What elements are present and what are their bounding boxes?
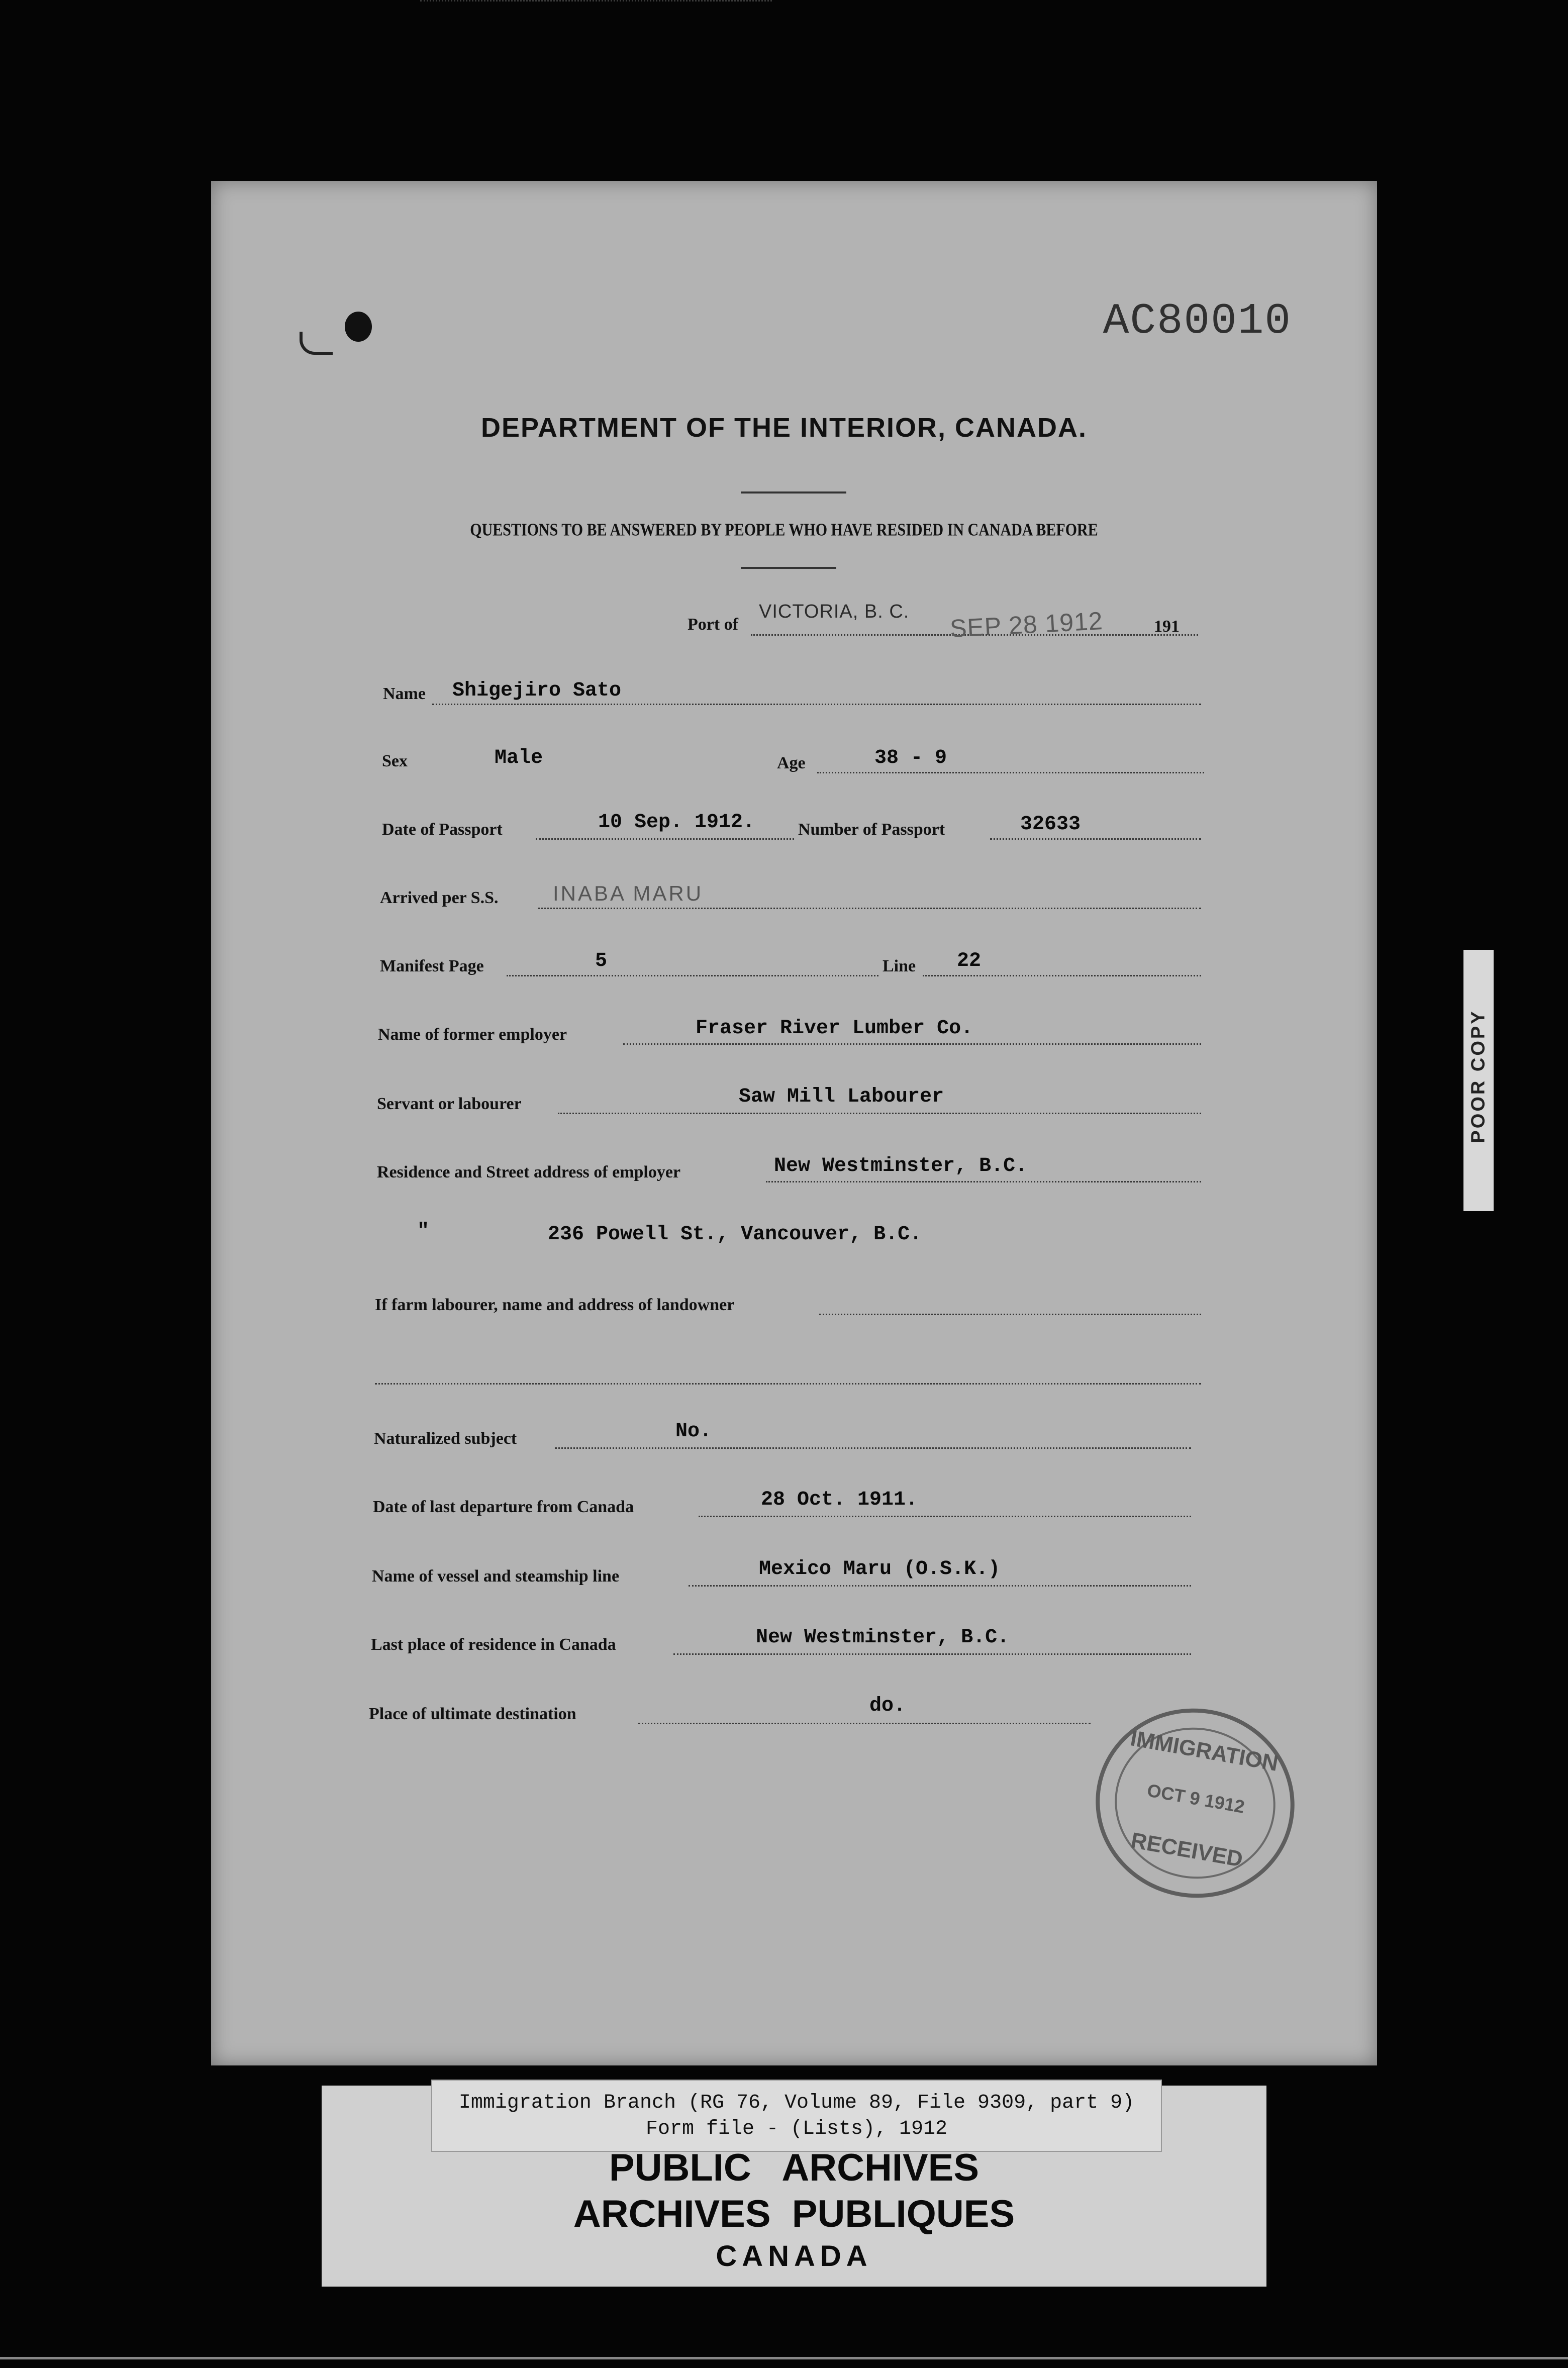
former-employer-line <box>623 1043 1201 1045</box>
archives-line-1: PUBLIC ARCHIVES <box>609 2146 979 2189</box>
last-departure-value: 28 Oct. 1911. <box>761 1489 918 1511</box>
seal-top-text: IMMIGRATION <box>1128 1726 1281 1777</box>
last-residence-label: Last place of residence in Canada <box>371 1635 616 1654</box>
servant-value: Saw Mill Labourer <box>739 1086 944 1108</box>
port-label: Port of <box>688 615 739 634</box>
sex-line <box>420 0 772 2</box>
servant-label: Servant or labourer <box>377 1095 522 1113</box>
former-employer-label: Name of former employer <box>378 1025 567 1044</box>
arrived-value: INABA MARU <box>553 881 704 905</box>
reference-line-1: Immigration Branch (RG 76, Volume 89, File 9309, part 9) <box>458 2092 1135 2114</box>
punch-hole <box>345 312 372 342</box>
ditto-mark: " <box>417 1220 430 1243</box>
line-value: 22 <box>957 950 982 972</box>
passport-number-value: 32633 <box>1020 813 1081 836</box>
former-employer-value: Fraser River Lumber Co. <box>696 1017 973 1040</box>
farm-labourer-line <box>819 1314 1201 1315</box>
name-line <box>432 704 1201 705</box>
archives-line-3: CANADA <box>716 2240 872 2273</box>
servant-line <box>558 1113 1201 1114</box>
reference-number: AC80010 <box>1103 297 1292 346</box>
line-label: Line <box>883 957 916 975</box>
naturalized-value: No. <box>675 1420 712 1443</box>
employer-address-line <box>766 1181 1201 1182</box>
manifest-page-line <box>507 975 878 976</box>
last-departure-line <box>699 1516 1191 1517</box>
pencil-mark <box>300 332 333 355</box>
passport-date-label: Date of Passport <box>382 820 503 839</box>
vessel-line <box>689 1585 1191 1587</box>
year-suffix: 191 <box>1154 617 1180 636</box>
last-residence-value: New Westminster, B.C. <box>756 1626 1010 1649</box>
port-stamp: VICTORIA, B. C. <box>759 601 910 622</box>
divider-top <box>741 491 846 494</box>
manifest-page-label: Manifest Page <box>380 957 484 975</box>
destination-value: do. <box>869 1695 906 1717</box>
poor-copy-label: POOR COPY <box>1467 1009 1489 1143</box>
naturalized-line <box>555 1447 1191 1449</box>
manifest-page-value: 5 <box>595 950 608 972</box>
employer-address-value: New Westminster, B.C. <box>774 1155 1028 1177</box>
poor-copy-tag <box>1463 950 1494 1211</box>
passport-number-label: Number of Passport <box>798 820 945 839</box>
employer-address-label: Residence and Street address of employer <box>377 1163 681 1181</box>
divider-bottom <box>741 567 836 569</box>
age-value: 38 - 9 <box>874 747 947 769</box>
seal-bottom-text: RECEIVED <box>1129 1828 1245 1872</box>
date-stamp: SEP 28 1912 <box>949 607 1104 643</box>
last-departure-label: Date of last departure from Canada <box>373 1498 634 1516</box>
destination-line <box>638 1723 1091 1724</box>
sex-value: Male <box>495 747 543 769</box>
age-line <box>817 772 1204 773</box>
line-number-line <box>923 975 1201 976</box>
questions-title: QUESTIONS TO BE ANSWERED BY PEOPLE WHO HAVE RESIDED IN CANADA BEFORE <box>470 520 1098 540</box>
passport-date-value: 10 Sep. 1912. <box>598 811 755 834</box>
destination-label: Place of ultimate destination <box>369 1705 576 1723</box>
reference-slip <box>432 2081 1161 2151</box>
department-title: DEPARTMENT OF THE INTERIOR, CANADA. <box>481 413 1087 443</box>
seal-date: OCT 9 1912 <box>1145 1780 1246 1817</box>
reference-line-2: Form file - (Lists), 1912 <box>645 2118 948 2140</box>
passport-date-line <box>536 838 794 840</box>
vessel-label: Name of vessel and steamship line <box>372 1567 620 1586</box>
sex-label: Sex <box>382 752 408 770</box>
name-value: Shigejiro Sato <box>452 679 622 702</box>
naturalized-label: Naturalized subject <box>374 1429 517 1448</box>
passport-number-line <box>990 838 1201 840</box>
employer-address-2-value: 236 Powell St., Vancouver, B.C. <box>548 1223 922 1246</box>
vessel-value: Mexico Maru (O.S.K.) <box>759 1558 1001 1581</box>
last-residence-line <box>673 1653 1191 1655</box>
archives-line-2: ARCHIVES PUBLIQUES <box>573 2193 1015 2235</box>
farm-labourer-line-2 <box>375 1383 1201 1385</box>
arrived-label: Arrived per S.S. <box>380 889 499 907</box>
name-label: Name <box>383 684 426 703</box>
arrived-line <box>538 908 1201 909</box>
farm-labourer-label: If farm labourer, name and address of landowner <box>375 1296 735 1314</box>
film-edge <box>0 2357 1568 2359</box>
age-label: Age <box>777 754 806 772</box>
